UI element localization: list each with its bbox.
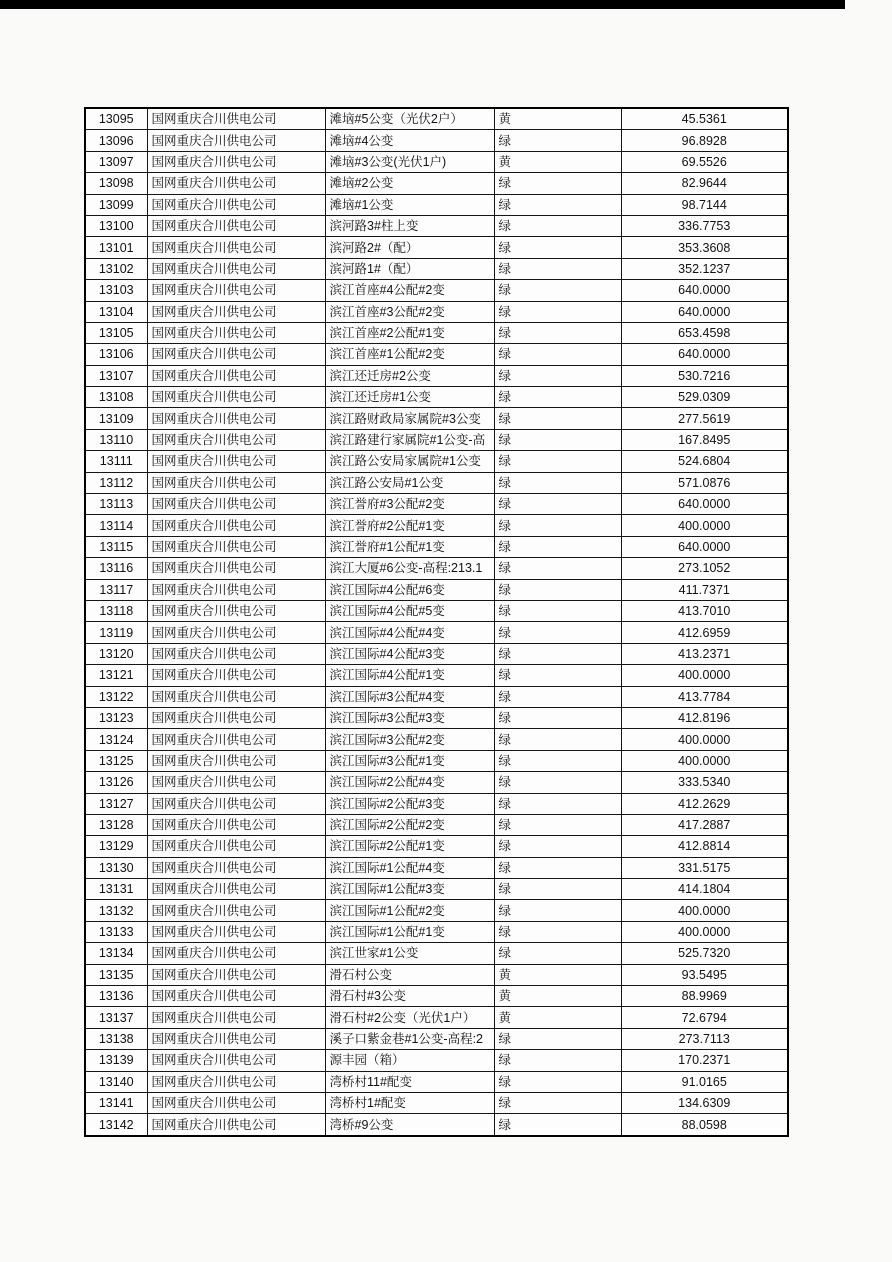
cell-row-id: 13108 xyxy=(85,387,147,408)
cell-device-name: 湾桥#9公变 xyxy=(325,1114,494,1136)
cell-company: 国网重庆合川供电公司 xyxy=(147,536,325,557)
table-row xyxy=(85,536,788,557)
cell-device-name: 滨江首座#3公配#2变 xyxy=(325,301,494,322)
cell-device-name: 滨江国际#2公配#3变 xyxy=(325,793,494,814)
cell-company: 国网重庆合川供电公司 xyxy=(147,772,325,793)
table-row xyxy=(85,814,788,835)
cell-value: 98.7144 xyxy=(621,194,788,215)
cell-row-id: 13126 xyxy=(85,772,147,793)
cell-device-name: 滨江世家#1公变 xyxy=(325,943,494,964)
cell-row-id: 13116 xyxy=(85,558,147,579)
cell-device-name: 滨河路2#（配） xyxy=(325,237,494,258)
cell-company: 国网重庆合川供电公司 xyxy=(147,408,325,429)
table-row xyxy=(85,879,788,900)
cell-status: 绿 xyxy=(494,772,621,793)
cell-value: 640.0000 xyxy=(621,344,788,365)
cell-row-id: 13096 xyxy=(85,130,147,151)
table-row xyxy=(85,1050,788,1071)
cell-device-name: 滨江路公安局家属院#1公变 xyxy=(325,451,494,472)
cell-status: 黄 xyxy=(494,151,621,172)
cell-company: 国网重庆合川供电公司 xyxy=(147,964,325,985)
cell-status: 黄 xyxy=(494,108,621,130)
cell-device-name: 滨江国际#1公配#3变 xyxy=(325,879,494,900)
cell-company: 国网重庆合川供电公司 xyxy=(147,729,325,750)
cell-value: 400.0000 xyxy=(621,729,788,750)
cell-device-name: 滨江国际#4公配#6变 xyxy=(325,579,494,600)
cell-device-name: 滨江首座#2公配#1变 xyxy=(325,322,494,343)
table-row xyxy=(85,1092,788,1113)
cell-status: 绿 xyxy=(494,879,621,900)
cell-device-name: 滨江国际#2公配#4变 xyxy=(325,772,494,793)
cell-value: 640.0000 xyxy=(621,536,788,557)
cell-company: 国网重庆合川供电公司 xyxy=(147,344,325,365)
cell-row-id: 13141 xyxy=(85,1092,147,1113)
cell-device-name: 滨江国际#1公配#4变 xyxy=(325,857,494,878)
cell-row-id: 13117 xyxy=(85,579,147,600)
cell-company: 国网重庆合川供电公司 xyxy=(147,750,325,771)
cell-device-name: 滨江国际#4公配#5变 xyxy=(325,600,494,621)
cell-row-id: 13128 xyxy=(85,814,147,835)
cell-row-id: 13097 xyxy=(85,151,147,172)
cell-company: 国网重庆合川供电公司 xyxy=(147,151,325,172)
table-row xyxy=(85,1007,788,1028)
cell-status: 黄 xyxy=(494,964,621,985)
cell-value: 413.2371 xyxy=(621,643,788,664)
table-row xyxy=(85,344,788,365)
cell-status: 绿 xyxy=(494,579,621,600)
table-row xyxy=(85,173,788,194)
table-row xyxy=(85,322,788,343)
cell-company: 国网重庆合川供电公司 xyxy=(147,1071,325,1092)
table-row xyxy=(85,707,788,728)
transformer-load-table xyxy=(84,107,789,1137)
cell-company: 国网重庆合川供电公司 xyxy=(147,108,325,130)
cell-row-id: 13137 xyxy=(85,1007,147,1028)
cell-value: 72.6794 xyxy=(621,1007,788,1028)
cell-value: 333.5340 xyxy=(621,772,788,793)
cell-device-name: 滨江路建行家属院#1公变-高 xyxy=(325,429,494,450)
cell-value: 400.0000 xyxy=(621,750,788,771)
cell-company: 国网重庆合川供电公司 xyxy=(147,301,325,322)
cell-status: 绿 xyxy=(494,622,621,643)
cell-status: 绿 xyxy=(494,301,621,322)
cell-status: 绿 xyxy=(494,280,621,301)
table-row xyxy=(85,1028,788,1049)
cell-value: 530.7216 xyxy=(621,365,788,386)
cell-row-id: 13110 xyxy=(85,429,147,450)
cell-device-name: 滨江首座#1公配#2变 xyxy=(325,344,494,365)
table-row xyxy=(85,964,788,985)
cell-row-id: 13130 xyxy=(85,857,147,878)
cell-row-id: 13139 xyxy=(85,1050,147,1071)
cell-company: 国网重庆合川供电公司 xyxy=(147,900,325,921)
cell-status: 绿 xyxy=(494,194,621,215)
cell-device-name: 滨江首座#4公配#2变 xyxy=(325,280,494,301)
cell-status: 绿 xyxy=(494,558,621,579)
cell-device-name: 滩垴#1公变 xyxy=(325,194,494,215)
table-row xyxy=(85,494,788,515)
table-row xyxy=(85,130,788,151)
table-row xyxy=(85,986,788,1007)
cell-value: 571.0876 xyxy=(621,472,788,493)
table-row xyxy=(85,665,788,686)
cell-company: 国网重庆合川供电公司 xyxy=(147,1092,325,1113)
cell-status: 绿 xyxy=(494,344,621,365)
cell-row-id: 13132 xyxy=(85,900,147,921)
cell-row-id: 13135 xyxy=(85,964,147,985)
cell-row-id: 13120 xyxy=(85,643,147,664)
cell-row-id: 13118 xyxy=(85,600,147,621)
cell-row-id: 13106 xyxy=(85,344,147,365)
cell-value: 414.1804 xyxy=(621,879,788,900)
cell-row-id: 13105 xyxy=(85,322,147,343)
table-row xyxy=(85,921,788,942)
cell-company: 国网重庆合川供电公司 xyxy=(147,173,325,194)
cell-status: 绿 xyxy=(494,836,621,857)
cell-row-id: 13133 xyxy=(85,921,147,942)
cell-device-name: 滑石村公变 xyxy=(325,964,494,985)
cell-device-name: 滨江国际#3公配#2变 xyxy=(325,729,494,750)
cell-row-id: 13142 xyxy=(85,1114,147,1136)
cell-value: 353.3608 xyxy=(621,237,788,258)
cell-row-id: 13095 xyxy=(85,108,147,130)
cell-company: 国网重庆合川供电公司 xyxy=(147,258,325,279)
cell-row-id: 13127 xyxy=(85,793,147,814)
cell-value: 134.6309 xyxy=(621,1092,788,1113)
cell-value: 69.5526 xyxy=(621,151,788,172)
cell-row-id: 13131 xyxy=(85,879,147,900)
cell-device-name: 滨江还迁房#2公变 xyxy=(325,365,494,386)
cell-status: 绿 xyxy=(494,472,621,493)
cell-row-id: 13112 xyxy=(85,472,147,493)
cell-company: 国网重庆合川供电公司 xyxy=(147,429,325,450)
cell-status: 绿 xyxy=(494,1114,621,1136)
cell-company: 国网重庆合川供电公司 xyxy=(147,1114,325,1136)
cell-value: 525.7320 xyxy=(621,943,788,964)
cell-company: 国网重庆合川供电公司 xyxy=(147,1028,325,1049)
cell-device-name: 滩垴#5公变（光伏2户） xyxy=(325,108,494,130)
table-row xyxy=(85,429,788,450)
cell-company: 国网重庆合川供电公司 xyxy=(147,494,325,515)
cell-status: 绿 xyxy=(494,750,621,771)
cell-device-name: 滩垴#3公变(光伏1户) xyxy=(325,151,494,172)
cell-row-id: 13136 xyxy=(85,986,147,1007)
table-row xyxy=(85,857,788,878)
table-row xyxy=(85,750,788,771)
cell-device-name: 滨江还迁房#1公变 xyxy=(325,387,494,408)
cell-company: 国网重庆合川供电公司 xyxy=(147,558,325,579)
cell-device-name: 滨江国际#4公配#1变 xyxy=(325,665,494,686)
cell-value: 640.0000 xyxy=(621,301,788,322)
cell-device-name: 滨江路财政局家属院#3公变 xyxy=(325,408,494,429)
table-row xyxy=(85,1071,788,1092)
cell-company: 国网重庆合川供电公司 xyxy=(147,814,325,835)
cell-value: 412.6959 xyxy=(621,622,788,643)
cell-status: 绿 xyxy=(494,237,621,258)
cell-status: 绿 xyxy=(494,857,621,878)
cell-status: 绿 xyxy=(494,1050,621,1071)
table-row xyxy=(85,194,788,215)
table-row xyxy=(85,900,788,921)
cell-status: 绿 xyxy=(494,1092,621,1113)
cell-row-id: 13123 xyxy=(85,707,147,728)
cell-status: 绿 xyxy=(494,921,621,942)
cell-device-name: 滨江路公安局#1公变 xyxy=(325,472,494,493)
cell-status: 绿 xyxy=(494,793,621,814)
cell-row-id: 13129 xyxy=(85,836,147,857)
cell-row-id: 13109 xyxy=(85,408,147,429)
cell-company: 国网重庆合川供电公司 xyxy=(147,280,325,301)
cell-device-name: 滨江誉府#1公配#1变 xyxy=(325,536,494,557)
table-row xyxy=(85,943,788,964)
cell-status: 绿 xyxy=(494,173,621,194)
cell-status: 绿 xyxy=(494,665,621,686)
table-row xyxy=(85,515,788,536)
cell-status: 绿 xyxy=(494,215,621,236)
cell-status: 绿 xyxy=(494,643,621,664)
table-row xyxy=(85,643,788,664)
cell-row-id: 13111 xyxy=(85,451,147,472)
cell-device-name: 滑石村#3公变 xyxy=(325,986,494,1007)
table-row xyxy=(85,387,788,408)
cell-value: 93.5495 xyxy=(621,964,788,985)
cell-device-name: 湾桥村1#配变 xyxy=(325,1092,494,1113)
cell-row-id: 13100 xyxy=(85,215,147,236)
cell-status: 绿 xyxy=(494,600,621,621)
cell-value: 413.7784 xyxy=(621,686,788,707)
cell-value: 412.8196 xyxy=(621,707,788,728)
cell-company: 国网重庆合川供电公司 xyxy=(147,215,325,236)
cell-status: 绿 xyxy=(494,494,621,515)
cell-row-id: 13138 xyxy=(85,1028,147,1049)
table-row xyxy=(85,1114,788,1136)
cell-company: 国网重庆合川供电公司 xyxy=(147,943,325,964)
table-row xyxy=(85,600,788,621)
cell-value: 45.5361 xyxy=(621,108,788,130)
cell-value: 273.1052 xyxy=(621,558,788,579)
cell-device-name: 滨江国际#3公配#1变 xyxy=(325,750,494,771)
cell-device-name: 滨江誉府#3公配#2变 xyxy=(325,494,494,515)
cell-value: 400.0000 xyxy=(621,515,788,536)
cell-value: 400.0000 xyxy=(621,921,788,942)
cell-company: 国网重庆合川供电公司 xyxy=(147,451,325,472)
cell-value: 82.9644 xyxy=(621,173,788,194)
cell-row-id: 13104 xyxy=(85,301,147,322)
cell-row-id: 13099 xyxy=(85,194,147,215)
cell-row-id: 13101 xyxy=(85,237,147,258)
cell-row-id: 13121 xyxy=(85,665,147,686)
cell-company: 国网重庆合川供电公司 xyxy=(147,579,325,600)
cell-status: 绿 xyxy=(494,515,621,536)
table-row xyxy=(85,258,788,279)
cell-company: 国网重庆合川供电公司 xyxy=(147,665,325,686)
cell-row-id: 13103 xyxy=(85,280,147,301)
cell-status: 绿 xyxy=(494,900,621,921)
cell-value: 412.8814 xyxy=(621,836,788,857)
table-row xyxy=(85,793,788,814)
cell-value: 331.5175 xyxy=(621,857,788,878)
cell-company: 国网重庆合川供电公司 xyxy=(147,472,325,493)
table-row xyxy=(85,772,788,793)
cell-value: 412.2629 xyxy=(621,793,788,814)
cell-value: 413.7010 xyxy=(621,600,788,621)
cell-company: 国网重庆合川供电公司 xyxy=(147,237,325,258)
cell-status: 绿 xyxy=(494,258,621,279)
cell-value: 336.7753 xyxy=(621,215,788,236)
cell-value: 88.0598 xyxy=(621,1114,788,1136)
cell-row-id: 13122 xyxy=(85,686,147,707)
cell-status: 绿 xyxy=(494,365,621,386)
cell-status: 绿 xyxy=(494,451,621,472)
cell-value: 653.4598 xyxy=(621,322,788,343)
cell-company: 国网重庆合川供电公司 xyxy=(147,622,325,643)
table-row xyxy=(85,237,788,258)
cell-value: 170.2371 xyxy=(621,1050,788,1071)
cell-device-name: 滨江国际#3公配#4变 xyxy=(325,686,494,707)
cell-device-name: 滨江国际#1公配#2变 xyxy=(325,900,494,921)
cell-status: 绿 xyxy=(494,130,621,151)
table-row xyxy=(85,622,788,643)
cell-company: 国网重庆合川供电公司 xyxy=(147,515,325,536)
cell-value: 277.5619 xyxy=(621,408,788,429)
table-row xyxy=(85,408,788,429)
cell-device-name: 溪子口紫金巷#1公变-高程:2 xyxy=(325,1028,494,1049)
cell-row-id: 13140 xyxy=(85,1071,147,1092)
cell-device-name: 滨江大厦#6公变-高程:213.1 xyxy=(325,558,494,579)
table-row xyxy=(85,108,788,130)
cell-value: 88.9969 xyxy=(621,986,788,1007)
cell-value: 640.0000 xyxy=(621,280,788,301)
cell-device-name: 滨江国际#4公配#4变 xyxy=(325,622,494,643)
cell-company: 国网重庆合川供电公司 xyxy=(147,793,325,814)
cell-status: 绿 xyxy=(494,729,621,750)
cell-company: 国网重庆合川供电公司 xyxy=(147,986,325,1007)
cell-value: 273.7113 xyxy=(621,1028,788,1049)
cell-device-name: 滩垴#4公变 xyxy=(325,130,494,151)
cell-company: 国网重庆合川供电公司 xyxy=(147,365,325,386)
cell-value: 400.0000 xyxy=(621,900,788,921)
cell-value: 640.0000 xyxy=(621,494,788,515)
cell-value: 352.1237 xyxy=(621,258,788,279)
cell-company: 国网重庆合川供电公司 xyxy=(147,707,325,728)
cell-company: 国网重庆合川供电公司 xyxy=(147,686,325,707)
cell-row-id: 13134 xyxy=(85,943,147,964)
cell-row-id: 13098 xyxy=(85,173,147,194)
cell-status: 绿 xyxy=(494,1028,621,1049)
cell-row-id: 13119 xyxy=(85,622,147,643)
cell-status: 绿 xyxy=(494,707,621,728)
cell-company: 国网重庆合川供电公司 xyxy=(147,194,325,215)
table-row xyxy=(85,579,788,600)
cell-company: 国网重庆合川供电公司 xyxy=(147,387,325,408)
table-row xyxy=(85,472,788,493)
cell-status: 绿 xyxy=(494,387,621,408)
cell-status: 绿 xyxy=(494,429,621,450)
cell-row-id: 13114 xyxy=(85,515,147,536)
table-row xyxy=(85,451,788,472)
cell-company: 国网重庆合川供电公司 xyxy=(147,600,325,621)
cell-company: 国网重庆合川供电公司 xyxy=(147,1007,325,1028)
cell-status: 绿 xyxy=(494,943,621,964)
cell-row-id: 13124 xyxy=(85,729,147,750)
cell-company: 国网重庆合川供电公司 xyxy=(147,857,325,878)
cell-company: 国网重庆合川供电公司 xyxy=(147,836,325,857)
cell-device-name: 滨江国际#2公配#2变 xyxy=(325,814,494,835)
cell-device-name: 滑石村#2公变（光伏1户） xyxy=(325,1007,494,1028)
cell-device-name: 滨江国际#2公配#1变 xyxy=(325,836,494,857)
cell-device-name: 滨河路3#柱上变 xyxy=(325,215,494,236)
cell-status: 黄 xyxy=(494,986,621,1007)
cell-value: 400.0000 xyxy=(621,665,788,686)
cell-value: 411.7371 xyxy=(621,579,788,600)
cell-status: 绿 xyxy=(494,814,621,835)
table-row xyxy=(85,301,788,322)
cell-device-name: 湾桥村11#配变 xyxy=(325,1071,494,1092)
cell-value: 524.6804 xyxy=(621,451,788,472)
cell-value: 91.0165 xyxy=(621,1071,788,1092)
cell-status: 绿 xyxy=(494,686,621,707)
cell-value: 529.0309 xyxy=(621,387,788,408)
cell-company: 国网重庆合川供电公司 xyxy=(147,879,325,900)
table-row xyxy=(85,686,788,707)
table-row xyxy=(85,836,788,857)
cell-company: 国网重庆合川供电公司 xyxy=(147,1050,325,1071)
top-edge-bar xyxy=(0,0,845,9)
table-body xyxy=(85,108,788,1136)
cell-value: 167.8495 xyxy=(621,429,788,450)
cell-device-name: 滨江国际#4公配#3变 xyxy=(325,643,494,664)
cell-company: 国网重庆合川供电公司 xyxy=(147,643,325,664)
cell-status: 绿 xyxy=(494,536,621,557)
cell-status: 黄 xyxy=(494,1007,621,1028)
cell-row-id: 13115 xyxy=(85,536,147,557)
cell-status: 绿 xyxy=(494,408,621,429)
cell-row-id: 13102 xyxy=(85,258,147,279)
cell-company: 国网重庆合川供电公司 xyxy=(147,921,325,942)
cell-device-name: 滨河路1#（配） xyxy=(325,258,494,279)
cell-row-id: 13113 xyxy=(85,494,147,515)
cell-device-name: 源丰园（箱） xyxy=(325,1050,494,1071)
cell-device-name: 滩垴#2公变 xyxy=(325,173,494,194)
cell-device-name: 滨江国际#1公配#1变 xyxy=(325,921,494,942)
table-row xyxy=(85,365,788,386)
cell-company: 国网重庆合川供电公司 xyxy=(147,130,325,151)
table-row xyxy=(85,280,788,301)
cell-device-name: 滨江誉府#2公配#1变 xyxy=(325,515,494,536)
cell-status: 绿 xyxy=(494,322,621,343)
cell-value: 417.2887 xyxy=(621,814,788,835)
cell-value: 96.8928 xyxy=(621,130,788,151)
cell-status: 绿 xyxy=(494,1071,621,1092)
table-row xyxy=(85,729,788,750)
cell-company: 国网重庆合川供电公司 xyxy=(147,322,325,343)
cell-row-id: 13125 xyxy=(85,750,147,771)
cell-device-name: 滨江国际#3公配#3变 xyxy=(325,707,494,728)
table-row xyxy=(85,151,788,172)
table-row xyxy=(85,215,788,236)
cell-row-id: 13107 xyxy=(85,365,147,386)
table-row xyxy=(85,558,788,579)
